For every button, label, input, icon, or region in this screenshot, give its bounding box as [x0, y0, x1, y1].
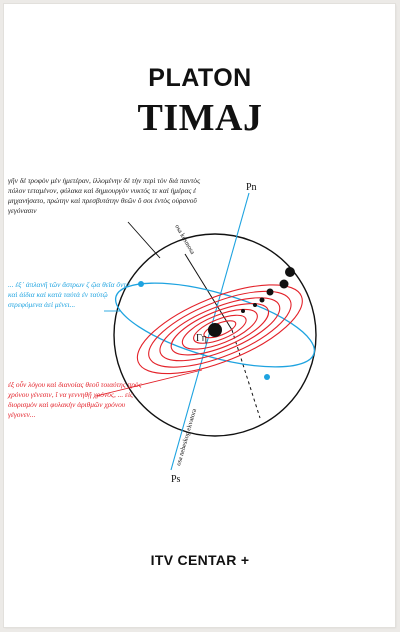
earth-dot — [208, 323, 222, 337]
planet-dot — [260, 298, 265, 303]
earth-label: Γη — [196, 333, 208, 344]
quote-red: ἐξ οὖν λόγου καὶ διανοίας θεοῦ τοιαύτης πρὸς χρόνου γένεσιν, ἵ να γεννηθῇ χρόνος, ... εἰς διορισμὸν καὶ φυλακὴν ἀριθμῶν χρόνου γέγονεν... — [8, 380, 142, 419]
book-title: TIMAJ — [137, 97, 263, 139]
publisher-name: ITV CENTAR + — [150, 552, 250, 568]
cosmic-axis-lower — [232, 330, 260, 418]
black-quote-pointer — [128, 222, 160, 258]
planet-dot — [241, 309, 245, 313]
cosmic-axis-label: osa kosmosa — [173, 223, 196, 256]
planet-dot — [253, 303, 257, 307]
equator-marker — [138, 281, 144, 287]
quote-blue: ... ἐξ᾽ ἁπλανῆ τῶν ἄστρων ζ ῷα θεῖα ὄντα καὶ ἀίδια καὶ κατὰ ταὐτὰ ἐν ταὐτῷ στρεφόμενα ἀεὶ μένει... — [8, 280, 130, 309]
author-name: PLATON — [148, 64, 252, 92]
south-pole-label: Ps — [171, 474, 181, 485]
equator-axis-label: osa nebeskog ekvatora — [175, 408, 199, 467]
planet-dot — [267, 289, 274, 296]
planet-dot — [280, 280, 289, 289]
north-pole-label: Pn — [246, 182, 257, 193]
planet-dot — [285, 267, 295, 277]
quote-black: γῆν δὲ τροφὸν μὲν ἡμετέραν, ἰλλομένην δὲ τὴν περὶ τὸν διὰ παντὸς πόλον τεταμένον, φύλακα καὶ δημιουργὸν νυκτός τε καὶ ἡμέρας ἐ μηχανήσατο, πρώτην καὶ πρεσβυτάτην θεῶν ὅ σοι ἐντὸς οὐρανοῦ γεγόνασιν — [8, 176, 201, 215]
equator-marker — [264, 374, 270, 380]
